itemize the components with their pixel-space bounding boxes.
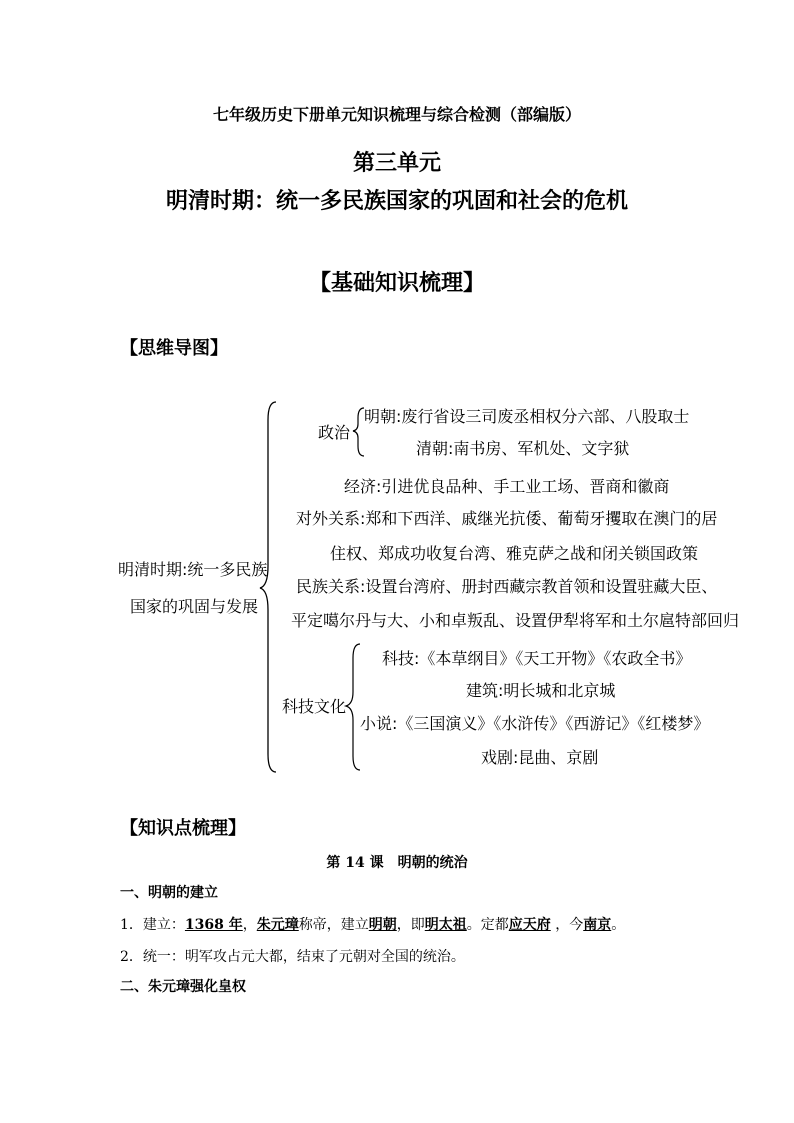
mindmap-foreign-2: 住权、郑成功收复台湾、雅克萨之战和闭关锁国政策	[330, 544, 699, 563]
section-basics-heading: 【基础知识梳理】	[308, 270, 485, 296]
item1-sep: ，	[242, 917, 257, 933]
document-title: 七年级历史下册单元知识梳理与综合检测（部编版）	[212, 105, 581, 124]
unit-subtitle: 明清时期：统一多民族国家的巩固和社会的危机	[165, 188, 628, 214]
item1-text4: ，今	[550, 917, 584, 933]
item1-capital: 应天府	[508, 917, 551, 933]
item1-text5: 。	[611, 917, 626, 933]
item1-text2: ，即	[396, 917, 425, 933]
item2-unification: 2．统一：明军攻占元大都，结束了元朝对全国的统治。	[120, 949, 465, 965]
item1-founder: 朱元璋	[256, 917, 299, 933]
tech-brace	[346, 644, 360, 770]
mindmap-ethnic-2: 平定噶尔丹与大、小和卓叛乱、设置伊犁将军和土尔扈特部回归	[291, 611, 740, 630]
item1-emperor: 明太祖	[424, 917, 467, 933]
main-brace	[260, 402, 276, 772]
mindmap-tech-label: 科技文化	[282, 697, 347, 716]
politics-brace	[353, 408, 364, 456]
item1-year: 1368 年	[184, 917, 243, 933]
mindmap-heading: 【思维导图】	[120, 338, 228, 359]
mindmap-tech-drama: 戏剧:昆曲、京剧	[481, 748, 599, 767]
mindmap-tech-novels: 小说:《三国演义》《水浒传》《西游记》《红楼梦》	[360, 714, 710, 733]
item1-dynasty: 明朝	[368, 917, 397, 933]
item1-text1: 称帝，建立	[298, 917, 369, 933]
mindmap-root-line1: 明清时期:统一多民族	[118, 560, 268, 579]
knowledge-points-heading: 【知识点梳理】	[120, 818, 246, 839]
mindmap-ethnic-1: 民族关系:设置台湾府、册封西藏宗教首领和设置驻藏大臣、	[296, 577, 718, 596]
mindmap-foreign-1: 对外关系:郑和下西洋、戚继光抗倭、葡萄牙攫取在澳门的居	[296, 509, 718, 528]
section2-heading: 二、朱元璋强化皇权	[120, 979, 246, 995]
item1-modern-city: 南京	[583, 917, 612, 933]
mindmap-politics-label: 政治	[318, 423, 351, 442]
section1-heading: 一、明朝的建立	[120, 885, 218, 901]
mindmap-politics-ming: 明朝:废行省设三司废丞相权分六部、八股取士	[364, 407, 690, 426]
mindmap-tech-architecture: 建筑:明长城和北京城	[466, 681, 616, 700]
item1-text3: 。定都	[466, 917, 509, 933]
mindmap-economy: 经济:引进优良品种、手工业工场、晋商和徽商	[344, 477, 670, 496]
item1-prefix: 1．建立：	[120, 917, 185, 933]
item1-founding	[120, 914, 625, 934]
unit-title: 第三单元	[352, 150, 441, 176]
lesson-title: 第 14 课 明朝的统治	[326, 855, 468, 871]
mindmap-politics-qing: 清朝:南书房、军机处、文字狱	[416, 439, 630, 458]
mindmap-root-line2: 国家的巩固与发展	[130, 597, 259, 616]
mindmap-tech-science: 科技:《本草纲目》《天工开物》《农政全书》	[382, 649, 692, 668]
